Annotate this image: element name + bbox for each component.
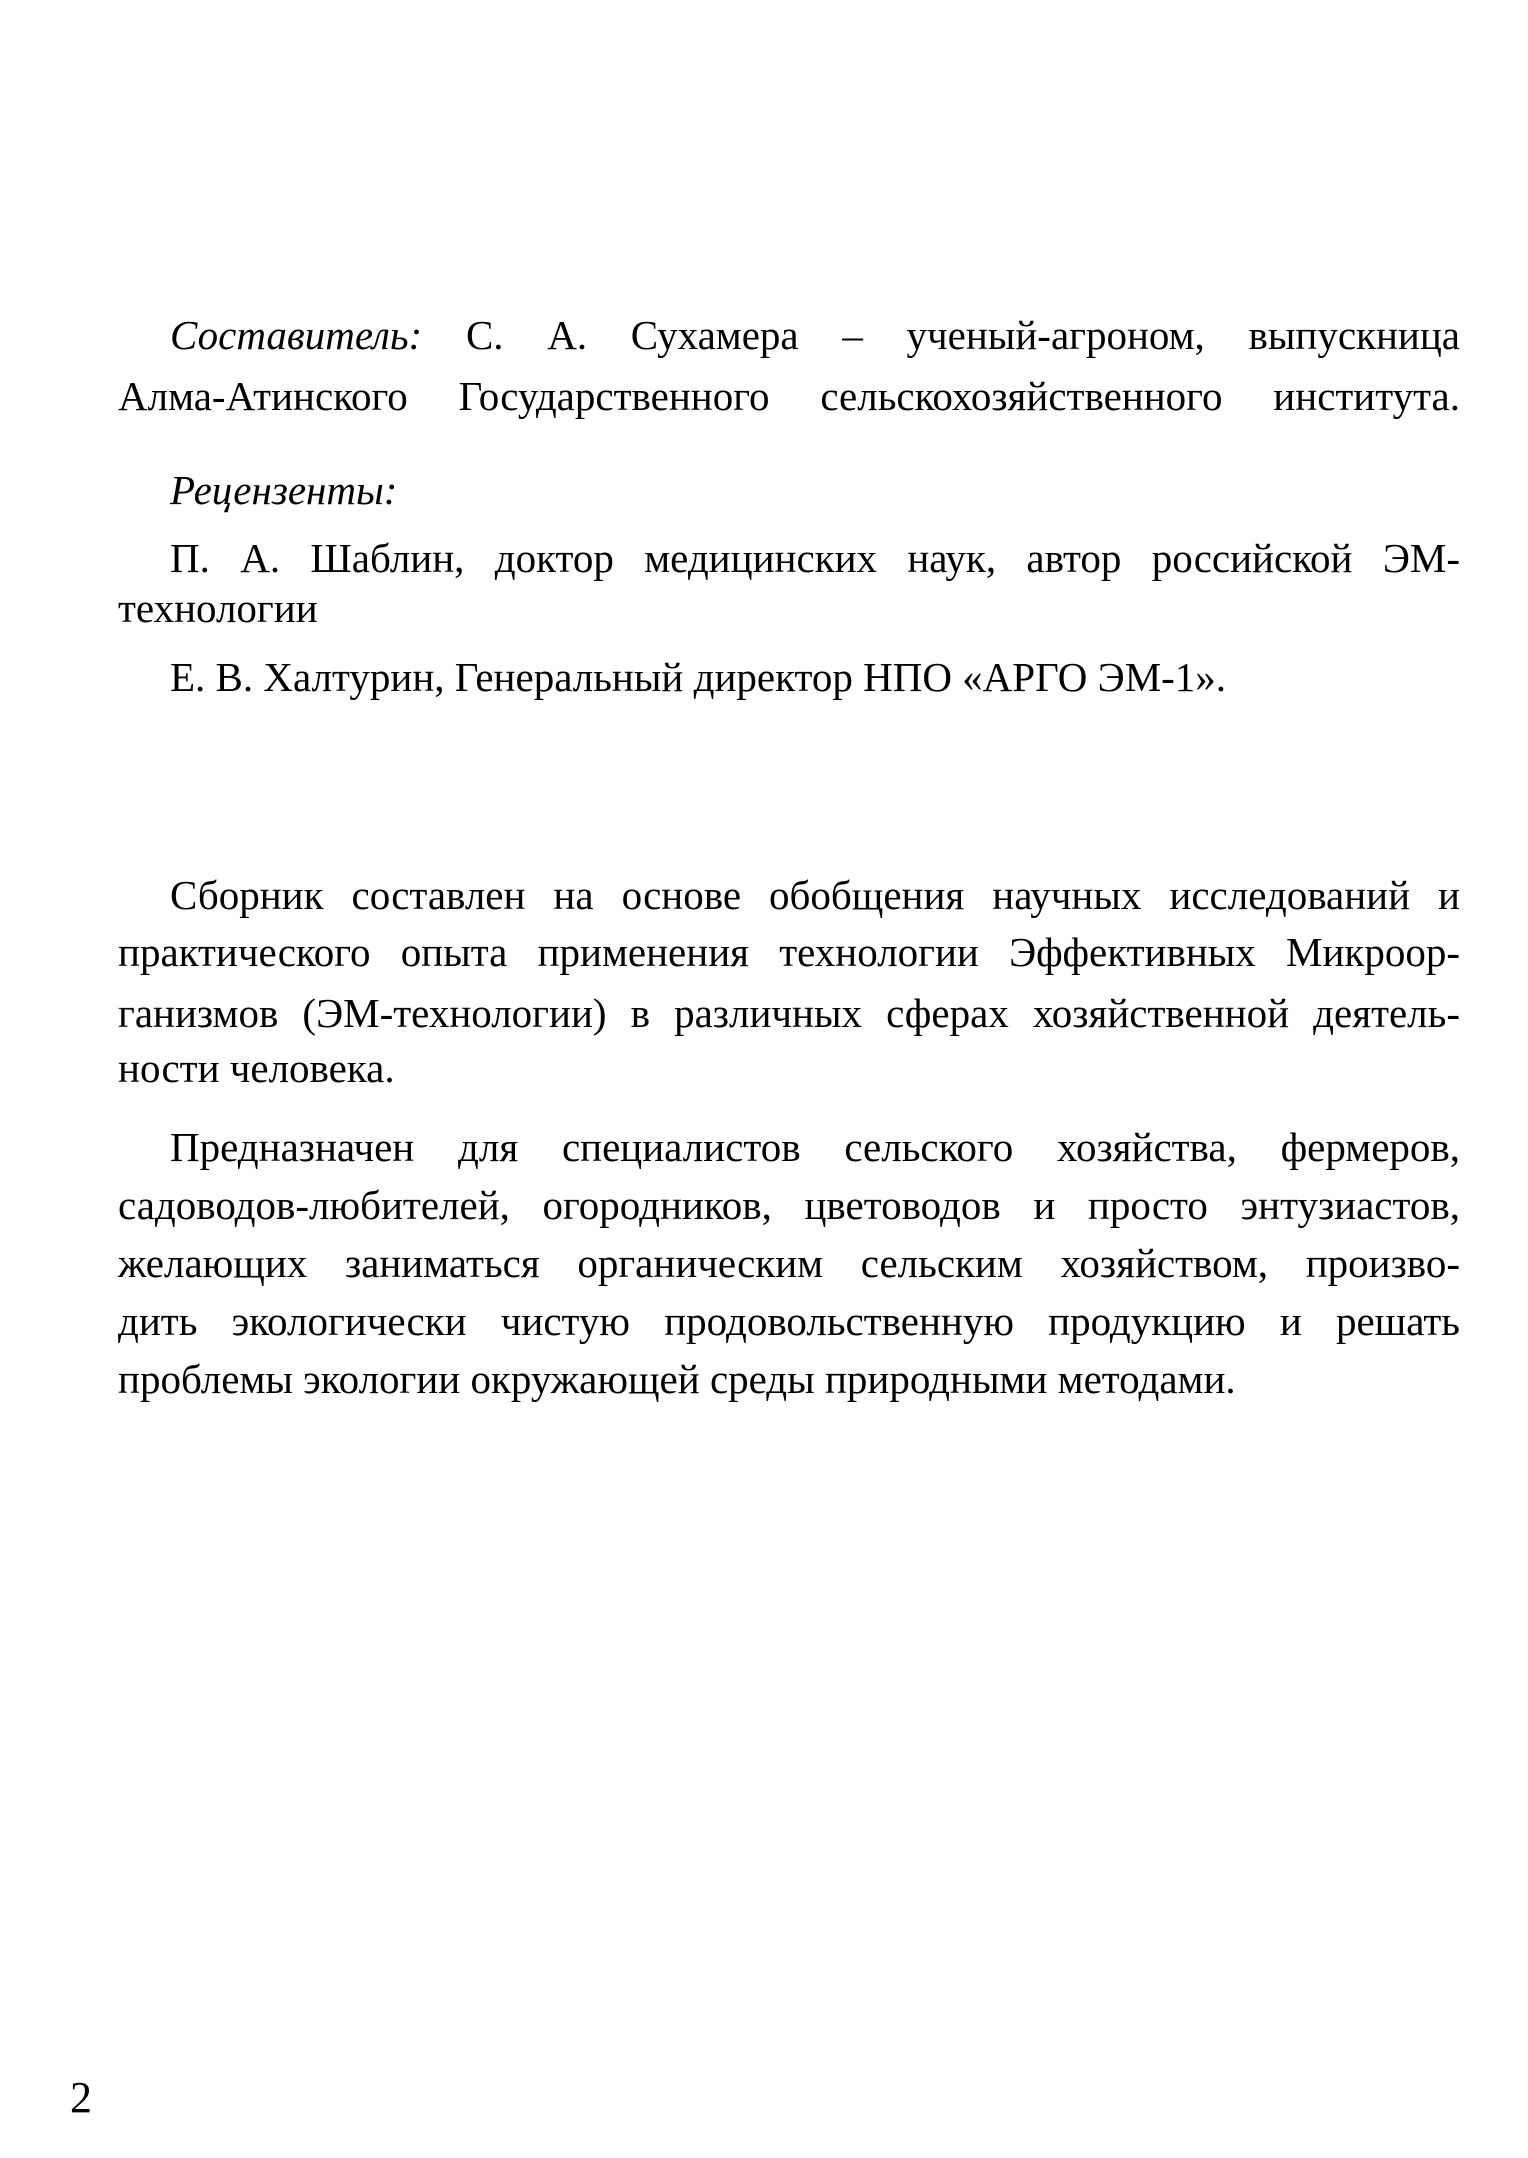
paragraph-2-line: садоводов-любителей, огородников, цветоводов и просто энтузиастов, bbox=[118, 1182, 1460, 1228]
paragraph-2-line: проблемы экологии окружающей среды природными методами. bbox=[118, 1356, 1236, 1402]
paragraph-1-line: практического опыта применения технологии Эффективных Микроор- bbox=[118, 929, 1460, 975]
paragraph-1-line: ганизмов (ЭМ-технологии) в различных сферах хозяйственной деятель- bbox=[118, 990, 1460, 1036]
paragraph-2-line: желающих заниматься органическим сельским хозяйством, произво- bbox=[118, 1240, 1460, 1286]
compiler-line-1 bbox=[170, 310, 1460, 360]
paragraph-1-line: ности человека. bbox=[118, 1045, 395, 1091]
reviewer-1-line-1: П. А. Шаблин, доктор медицинских наук, автор российской ЭМ- bbox=[170, 535, 1460, 581]
paragraph-1-line: Сборник составлен на основе обобщения научных исследований и bbox=[170, 872, 1460, 918]
compiler-label: Составитель: bbox=[170, 312, 423, 358]
page-number: 2 bbox=[70, 2073, 92, 2122]
paragraph-2-line: дить экологически чистую продовольственную продукцию и решать bbox=[118, 1298, 1460, 1344]
reviewer-1-line-2: технологии bbox=[118, 585, 318, 631]
compiler-name: С. А. Сухамера – ученый-агроном, выпускница bbox=[465, 312, 1461, 358]
reviewers-heading: Рецензенты: bbox=[170, 467, 398, 513]
paragraph-2-line: Предназначен для специалистов сельского хозяйства, фермеров, bbox=[170, 1124, 1460, 1170]
compiler-line-2: Алма-Атинского Государственного сельскохозяйственного института. bbox=[118, 373, 1460, 419]
reviewer-2: Е. В. Халтурин, Генеральный директор НПО «АРГО ЭМ-1». bbox=[170, 654, 1227, 700]
